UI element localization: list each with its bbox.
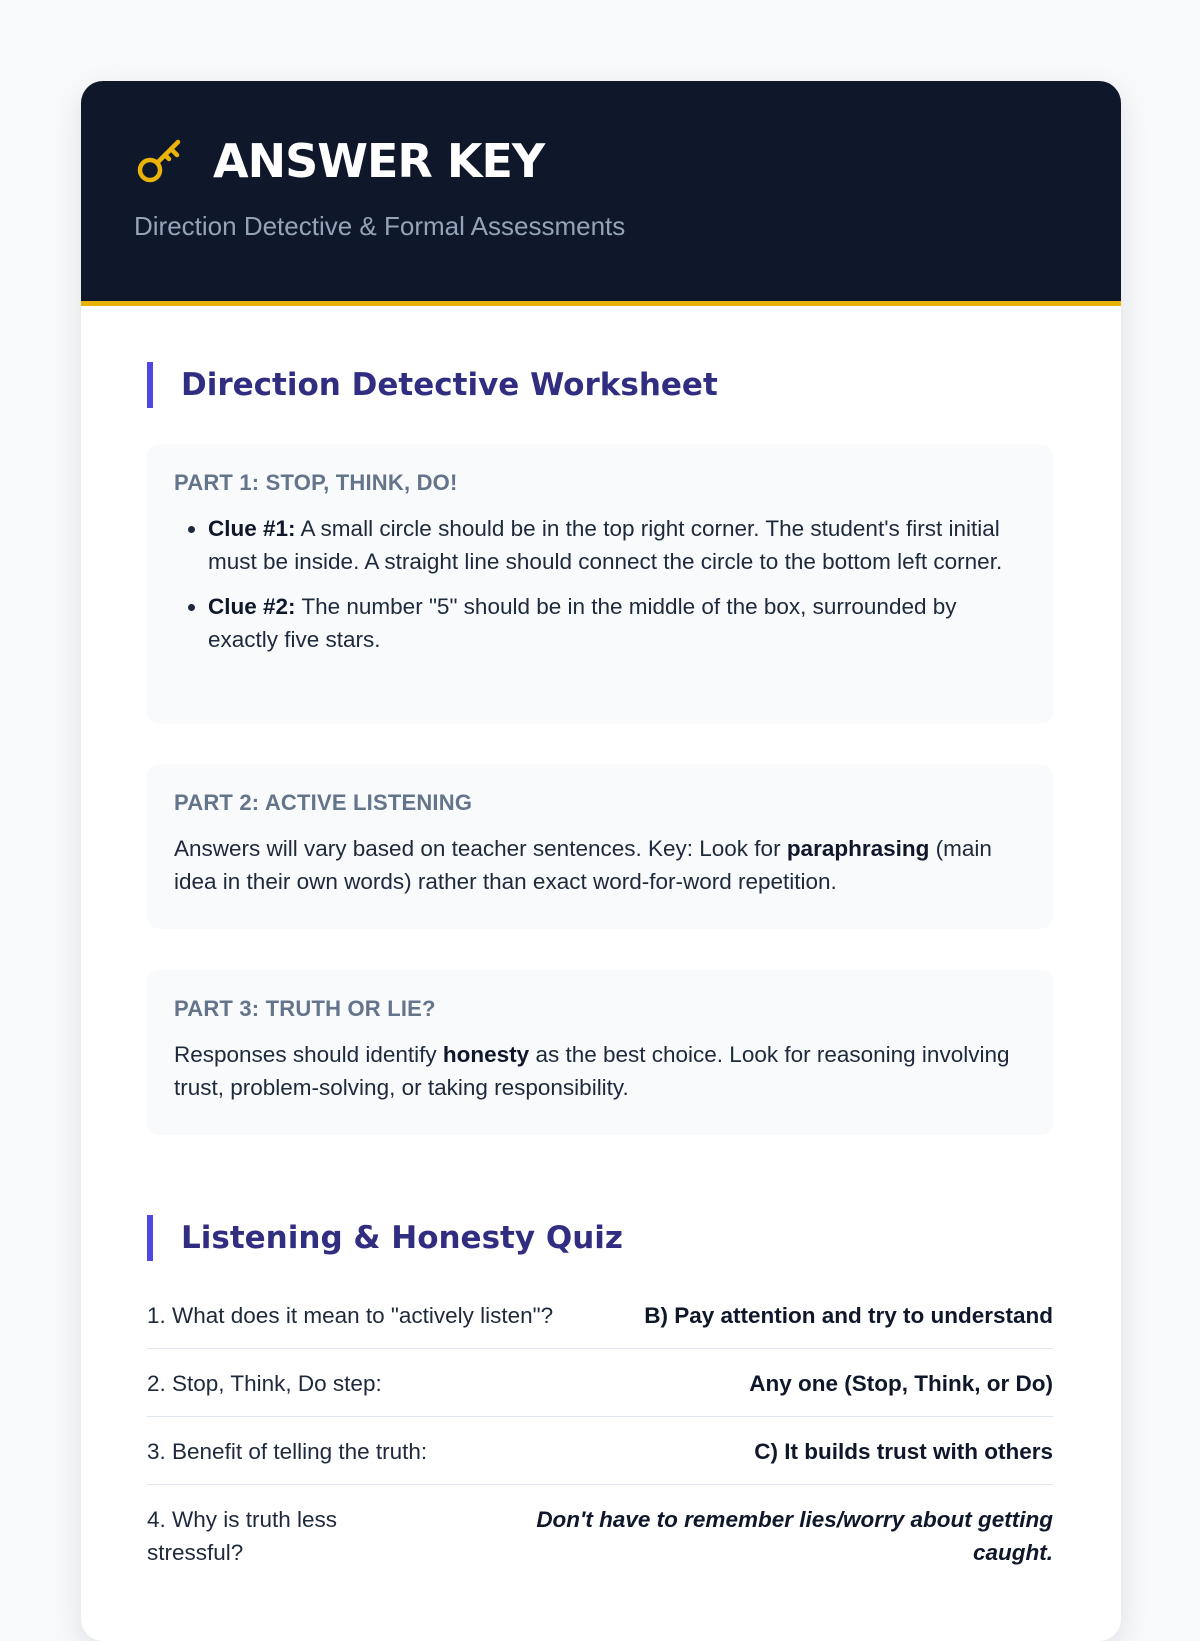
part2-text-start: Answers will vary based on teacher sentences. Key: Look for: [174, 836, 787, 861]
quiz-row: [147, 1281, 1053, 1349]
quiz-answer: B) Pay attention and try to understand: [644, 1303, 1053, 1328]
clue-text: A small circle should be in the top right corner. The student's first initial must be inside. A straight line should connect the circle to the bottom left corner.: [208, 516, 1003, 574]
part2-keyword: paraphrasing: [786, 836, 930, 861]
key-icon: [135, 136, 185, 186]
part2-title: PART 2: ACTIVE LISTENING: [174, 790, 473, 815]
clue-item: [208, 590, 1027, 656]
quiz-answer: Any one (Stop, Think, or Do): [749, 1371, 1053, 1396]
clue-label: Clue #1:: [208, 516, 296, 541]
part1-box: [147, 444, 1053, 724]
clue-text: The number "5" should be in the middle of the box, surrounded by exactly five stars.: [208, 594, 957, 652]
quiz-question: 3. Benefit of telling the truth:: [147, 1439, 428, 1464]
quiz-question: 4. Why is truth less stressful?: [147, 1507, 338, 1565]
part2-text-end: (main idea in their own words) rather than exact word-for-word repetition.: [174, 836, 992, 894]
part1-title: PART 1: STOP, THINK, DO!: [174, 470, 458, 495]
header-title-row: [135, 133, 544, 189]
quiz-row: [147, 1417, 1053, 1485]
content-area: [147, 367, 1053, 1585]
quiz-section-heading: Listening & Honesty Quiz: [147, 1215, 1053, 1261]
part3-text-start: Responses should identify: [174, 1042, 443, 1067]
answer-key-card: [81, 81, 1121, 1641]
quiz-answer: Don't have to remember lies/worry about getting caught.: [536, 1507, 1053, 1565]
quiz-question: 1. What does it mean to "actively listen"?: [147, 1303, 554, 1328]
part3-box: [147, 970, 1053, 1135]
part3-title: PART 3: TRUTH OR LIE?: [174, 996, 436, 1021]
quiz-row: [147, 1349, 1053, 1417]
quiz-row: [147, 1485, 1053, 1585]
part2-box: [147, 764, 1053, 929]
clue-item: [208, 512, 1027, 578]
worksheet-section-heading: Direction Detective Worksheet: [147, 362, 1053, 408]
part3-text-end: as the best choice. Look for reasoning involving trust, problem-solving, or taking responsibility.: [174, 1042, 1010, 1100]
part3-keyword: honesty: [442, 1042, 530, 1067]
quiz-answer: C) It builds trust with others: [754, 1439, 1053, 1464]
header-banner: [81, 81, 1121, 306]
part2-text: [174, 832, 1027, 898]
quiz-table: [147, 1281, 1053, 1585]
page-subtitle: Direction Detective & Formal Assessments: [134, 211, 626, 241]
page-title: ANSWER KEY: [213, 134, 545, 188]
clue-label: Clue #2:: [208, 594, 296, 619]
part3-text: [174, 1038, 1027, 1104]
quiz-question: 2. Stop, Think, Do step:: [147, 1371, 382, 1396]
clue-list: [174, 512, 1027, 656]
